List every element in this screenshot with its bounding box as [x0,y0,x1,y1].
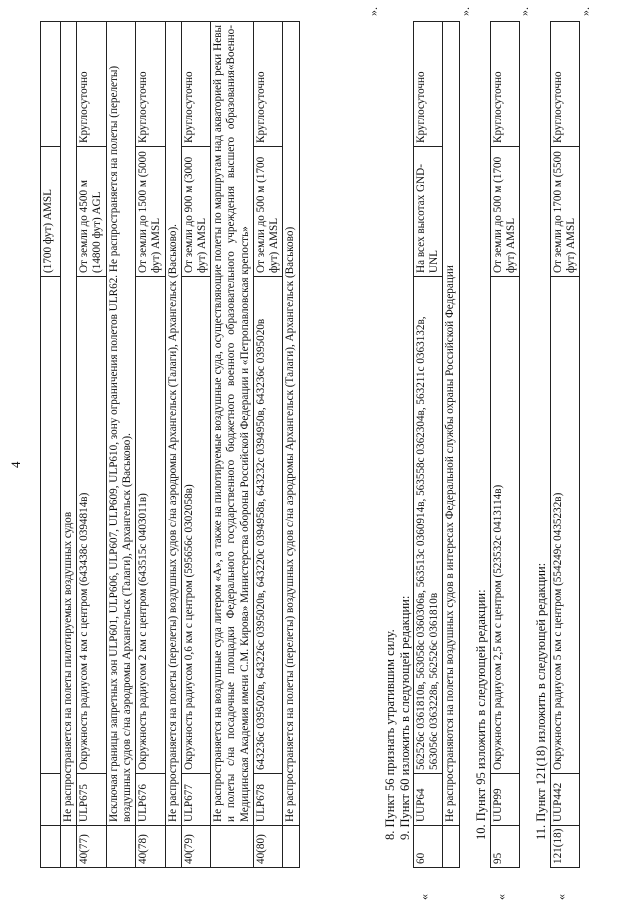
note-cell: Не распространяется на полеты пилотируемых воздушных судов [61,22,77,826]
description-cell: Окружность радиусом 4 км с центром (643438с 0394814в) [77,277,106,774]
table-row-note [61,22,77,868]
number-cell: 121(18) [551,826,580,868]
table-row [77,22,106,868]
time-cell: Круглосуточно [136,22,165,147]
code-cell: ULP676 [136,774,165,826]
table-row [551,22,580,868]
opening-quote: « [554,894,568,900]
altitude-cell: От земли до 500 м (1700 фут) AMSL [491,147,520,277]
time-cell: Круглосуточно [491,22,520,147]
note-cell: Не распространяется на полеты (перелеты) воздушных судов с/на аэродромы Архангельск (Талаги), Архангельск (Васьково). [165,22,181,826]
note-cell: Не распространяется на полеты (перелеты) воздушных судов с/на аэродромы Архангельск (Талаги), Архангельск (Васьково) [283,22,299,826]
number-cell: 40(77) [77,826,106,868]
altitude-cell: На всех высотах GND-UNL [414,147,443,277]
code-cell: ULP678 [253,774,282,826]
note-cell: Не распространяются на полеты воздушных судов в интересах Федеральной службы охраны Российской Федерации [443,22,459,826]
altitude-cell: (1700 фут) AMSL [41,147,61,277]
time-cell: Круглосуточно [253,22,282,147]
code-cell: UUP99 [491,774,520,826]
table-row [491,22,520,868]
closing-quote: ». [458,7,472,16]
paragraph-item-11: 11. Пункт 121(18) изложить в следующей редакции: [534,562,548,840]
table-row-note [211,22,254,868]
closing-quote: ». [517,7,531,16]
description-cell: 643236с 0395020в, 643226с 0395020в, 643220с 0394958в, 643232с 0394950в, 643236с 0395020в [253,277,282,774]
opening-quote: « [494,894,508,900]
code-cell: ULP675 [77,774,106,826]
airspace-table-1 [40,22,300,868]
airspace-table-3 [490,22,520,868]
table-row-note [165,22,181,868]
table-row [41,22,61,868]
paragraph-item-10: 10. Пункт 95 изложить в следующей редакции: [474,589,488,840]
number-cell: 40(80) [253,826,282,868]
airspace-table-2 [413,22,460,868]
number-cell: 40(79) [181,826,210,868]
description-cell: Окружность радиусом 0,6 км с центром (595656с 0302058в) [181,277,210,774]
description-cell: 562526с 0361810в, 563058с 0360306в, 563513с 0360914в, 563558с 0362304в, 563211с 0363132в, 563056с 0363228в, 562526с 0361810в [414,277,443,774]
table-row-note [283,22,299,868]
description-cell: Окружность радиусом 5 км с центром (554249с 0435232в) [551,277,580,774]
time-cell: Круглосуточно [77,22,106,147]
opening-quote: « [417,894,431,900]
note-cell: Исключая границы запретных зон ULP601, ULP606, ULP607, ULP609, ULP610, зону ограничения полетов ULR62. Не распространяется на полеты (перелеты) воздушных судов с/на аэродромы Архангельск (Талаги), Архангельск (Васьково). [106,22,135,826]
description-cell: Окружность радиусом 2,5 км с центром (523532с 0413114в) [491,277,520,774]
table-row [181,22,210,868]
altitude-cell: От земли до 1700 м (5500 фут) AMSL [551,147,580,277]
time-cell: Круглосуточно [181,22,210,147]
code-cell: UUP442 [551,774,580,826]
time-cell: Круглосуточно [414,22,443,147]
altitude-cell: От земли до 900 м (3000 фут) AMSL [181,147,210,277]
paragraph-item-8: 8. Пункт 56 признать утратившим силу. [383,629,397,840]
time-cell: Круглосуточно [551,22,580,147]
paragraph-item-9: 9. Пункт 60 изложить в следующей редакции: [398,595,412,840]
number-cell: 60 [414,826,443,868]
airspace-table-4 [550,22,580,868]
code-cell: ULP677 [181,774,210,826]
closing-quote: ». [578,7,592,16]
altitude-cell: От земли до 500 м (1700 фут) AMSL [253,147,282,277]
number-cell: 95 [491,826,520,868]
code-cell: UUP64 [414,774,443,826]
table-row-note [443,22,459,868]
number-cell: 40(78) [136,826,165,868]
table-row [136,22,165,868]
altitude-cell: От земли до 4500 м (14800 фут) AGL [77,147,106,277]
table-row [253,22,282,868]
table-row-note [106,22,135,868]
table-row [414,22,443,868]
page-number: 4 [8,461,23,468]
altitude-cell: От земли до 1500 м (5000 фут) AMSL [136,147,165,277]
description-cell: Окружность радиусом 2 км с центром (643515с 0403011в) [136,277,165,774]
closing-quote: ». [366,7,380,16]
note-cell: Не распространяется на воздушные суда литером «А», а также на пилотируемые воздушные суда, осуществляющие полеты по маршрутам над акваторией реки Невы и полеты с/на посадочные площадки Федерального государственного бюджетного военного образовательного учреждения высшего образования«Военно-Медицинская Академия имени С.М. Кирова» Министерства обороны Российской Федерации и «Петропавловская крепость» [211,22,254,826]
